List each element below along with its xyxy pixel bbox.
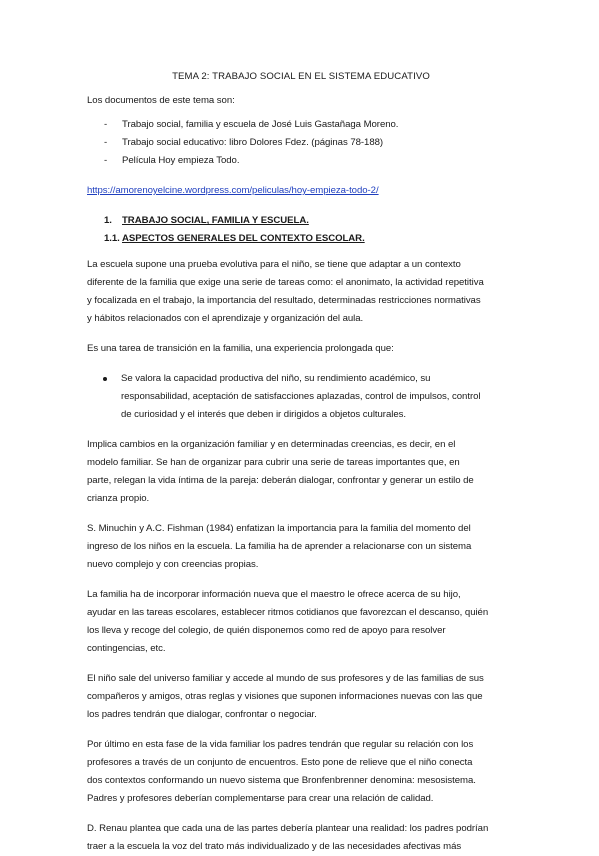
bullet-dot-icon [103, 377, 107, 381]
heading-1-number: 1. [104, 215, 112, 226]
bullet-line: responsabilidad, aceptación de satisfacciones aplazadas, control de impulsos, control [121, 391, 481, 402]
list-item-text: Película Hoy empieza Todo. [122, 155, 240, 166]
paragraph-line: nuevo complejo y con creencias propias. [87, 559, 259, 570]
heading-1-text: TRABAJO SOCIAL, FAMILIA Y ESCUELA. [122, 215, 309, 226]
paragraph-line: diferente de la familia que exige una serie de tareas como: el anonimato, la actividad repetitiva [87, 277, 484, 288]
paragraph-6 [87, 670, 515, 724]
paragraph-line: traer a la escuela la voz del trato más individualizado y de las necesidades afectivas más [87, 841, 462, 852]
bullet-item [87, 370, 515, 424]
intro-text: Los documentos de este tema son: [87, 95, 235, 106]
list-item-text: Trabajo social educativo: libro Dolores Fdez. (páginas 78-188) [122, 137, 384, 148]
paragraph-8 [87, 820, 515, 856]
document-page [87, 68, 515, 856]
heading-1 [87, 212, 515, 230]
paragraph-4 [87, 520, 515, 574]
bullet-line: de curiosidad y el interés que deben ir dirigidos a objetos culturales. [121, 409, 406, 420]
paragraph-line: contingencias, etc. [87, 643, 166, 654]
dash-marker: - [104, 119, 108, 130]
paragraph-line: profesores a través de un conjunto de encuentros. Esto pone de relieve que el niño conecta [87, 757, 473, 768]
paragraph-line: Padres y profesores deberían complementarse para crear una relación de calidad. [87, 793, 434, 804]
dash-marker: - [104, 155, 108, 166]
paragraph-line: D. Renau plantea que cada una de las partes debería plantear una realidad: los padres podrían [87, 823, 489, 834]
bullet-line: Se valora la capacidad productiva del niño, su rendimiento académico, su [121, 373, 431, 384]
paragraph-line: El niño sale del universo familiar y accede al mundo de sus profesores y de las familias de sus [87, 673, 484, 684]
paragraph-line: S. Minuchin y A.C. Fishman (1984) enfatizan la importancia para la familia del momento del [87, 523, 471, 534]
documents-list [87, 116, 515, 170]
heading-2-text: ASPECTOS GENERALES DEL CONTEXTO ESCOLAR. [122, 233, 365, 244]
paragraph-line: La escuela supone una prueba evolutiva para el niño, se tiene que adaptar a un contexto [87, 259, 461, 270]
list-item-text: Trabajo social, familia y escuela de José Luis Gastañaga Moreno. [122, 119, 399, 130]
paragraph-line: ingreso de los niños en la escuela. La familia ha de aprender a relacionarse con un sistema [87, 541, 472, 552]
paragraph-line: La familia ha de incorporar información nueva que el maestro le ofrece acerca de su hijo, [87, 589, 461, 600]
paragraph-1 [87, 256, 515, 328]
paragraph-line: Implica cambios en la organización familiar y en determinadas creencias, es decir, en el [87, 439, 456, 450]
heading-2-number: 1.1. [104, 233, 120, 244]
paragraph-7 [87, 736, 515, 808]
paragraph-2: Es una tarea de transición en la familia, una experiencia prolongada que: [87, 343, 394, 354]
paragraph-line: dos contextos conformando un nuevo sistema que Bronfenbrenner denomina: mesosistema. [87, 775, 476, 786]
paragraph-3 [87, 436, 515, 508]
paragraph-line: compañeros y amigos, otras reglas y visiones que suponen informaciones nuevas con las que [87, 691, 483, 702]
document-title: TEMA 2: TRABAJO SOCIAL EN EL SISTEMA EDUCATIVO [172, 71, 430, 82]
movie-link[interactable]: https://amorenoyelcine.wordpress.com/peliculas/hoy-empieza-todo-2/ [87, 185, 379, 196]
list-item [87, 134, 515, 152]
list-item [87, 116, 515, 134]
paragraph-line: los lleva y recoge del colegio, de quién disponemos como red de apoyo para resolver [87, 625, 446, 636]
paragraph-line: y focalizada en el trabajo, la importancia del resultado, determinadas restricciones normativas [87, 295, 481, 306]
paragraph-line: y hábitos relacionados con el aprendizaje y organización del aula. [87, 313, 364, 324]
list-item [87, 152, 515, 170]
paragraph-line: Por último en esta fase de la vida familiar los padres tendrán que regular su relación con los [87, 739, 474, 750]
paragraph-line: crianza propio. [87, 493, 150, 504]
dash-marker: - [104, 137, 108, 148]
paragraph-5 [87, 586, 515, 658]
paragraph-line: modelo familiar. Se han de organizar para cubrir una serie de tareas importantes que, en [87, 457, 460, 468]
paragraph-line: parte, relegan la vida íntima de la pareja: deberán dialogar, confrontar y generar un estilo de [87, 475, 474, 486]
paragraph-line: ayudar en las tareas escolares, establecer ritmos cotidianos que favorezcan el descanso, quién [87, 607, 489, 618]
paragraph-line: los padres tendrán que dialogar, confrontar o negociar. [87, 709, 317, 720]
heading-2 [87, 230, 515, 248]
